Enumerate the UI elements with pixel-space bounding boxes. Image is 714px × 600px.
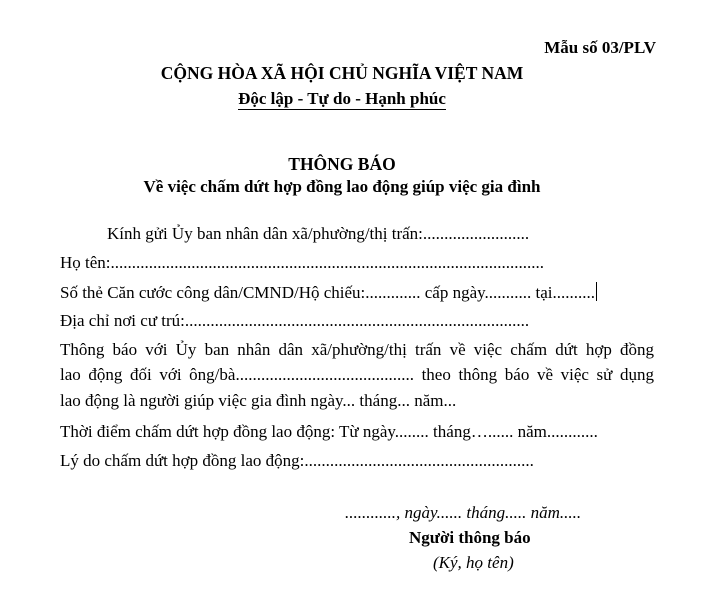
form-code: Mẫu số 03/PLV (544, 38, 656, 57)
id-card-text: Số thẻ Căn cước công dân/CMND/Hộ chiếu:............. cấp ngày........... tại.......... (60, 283, 596, 302)
termination-time-line: Thời điểm chấm dứt hợp đồng lao động: Từ ngày........ tháng…...... năm............ (60, 422, 598, 441)
signature-date-line: ............, ngày...... tháng..... năm..... (345, 503, 582, 522)
notice-line-1: Thông báo với Ủy ban nhân dân xã/phường/thị trấn về việc chấm dứt hợp đồng (60, 340, 654, 359)
signature-note: (Ký, họ tên) (433, 553, 514, 572)
text-cursor (596, 282, 597, 301)
termination-reason-line: Lý do chấm dứt hợp đồng lao động:...................................................... (60, 451, 534, 470)
national-motto: Độc lập - Tự do - Hạnh phúc (238, 89, 446, 108)
notice-line-2: lao động đối với ông/bà.......................................... theo thông báo về việc sử dụng (60, 365, 654, 384)
document-title: THÔNG BÁO (288, 154, 396, 174)
id-card-line (60, 282, 597, 303)
full-name-line: Họ tên:...................................................................................................... (60, 253, 545, 272)
document-subject: Về việc chấm dứt hợp đồng lao động giúp việc gia đình (143, 177, 541, 196)
residence-line: Địa chỉ nơi cư trú:................................................................................. (60, 311, 530, 330)
national-title: CỘNG HÒA XÃ HỘI CHỦ NGHĨA VIỆT NAM (160, 63, 524, 83)
notice-line-3: lao động là người giúp việc gia đình ngày... tháng... năm... (60, 391, 457, 410)
signer-title: Người thông báo (409, 528, 531, 547)
addressee-line: Kính gửi Ủy ban nhân dân xã/phường/thị trấn:......................... (107, 224, 530, 243)
motto-container (0, 89, 684, 110)
